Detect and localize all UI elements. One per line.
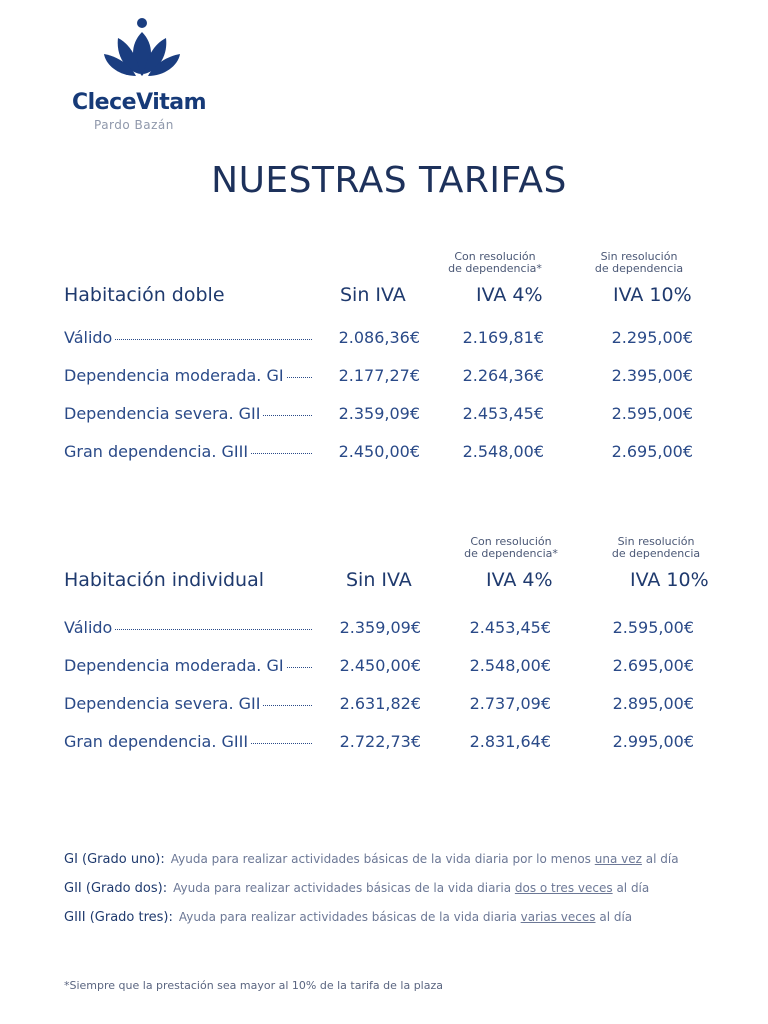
col-iva10: IVA 10%	[613, 284, 692, 306]
footnote: *Siempre que la prestación sea mayor al 10% de la tarifa de la plaza	[64, 979, 443, 992]
cell-iva4: 2.453,45€	[469, 618, 551, 637]
cell-sin-iva: 2.450,00€	[338, 442, 420, 461]
table-row	[0, 328, 768, 352]
cell-sin-iva: 2.177,27€	[338, 366, 420, 385]
col-sin-iva: Sin IVA	[340, 284, 406, 306]
legend-term: GIII (Grado tres):	[64, 910, 173, 925]
table-heading: Habitación doble	[64, 284, 225, 306]
page-title: NUESTRAS TARIFAS	[211, 160, 567, 201]
col-sin-iva: Sin IVA	[346, 569, 412, 591]
table-heading: Habitación individual	[64, 569, 265, 591]
row-label: Dependencia severa. GII	[64, 404, 312, 423]
legend-emph: varias veces	[520, 910, 596, 924]
cell-iva10: 2.995,00€	[612, 732, 694, 751]
cell-iva10: 2.895,00€	[612, 694, 694, 713]
note-sin-resolucion: Sin resolución de dependencia	[594, 250, 684, 275]
brand-subtitle: Pardo Bazán	[94, 118, 174, 132]
legend-term: GI (Grado uno):	[64, 852, 165, 867]
cell-iva10: 2.595,00€	[612, 618, 694, 637]
lotus-icon	[100, 14, 180, 84]
col-iva4: IVA 4%	[476, 284, 543, 306]
legend-desc-post: al día	[616, 881, 650, 895]
legend-item	[64, 881, 649, 896]
legend-desc-post: al día	[645, 852, 679, 866]
table-row	[0, 656, 768, 680]
row-label: Dependencia moderada. GI	[64, 656, 312, 675]
row-label: Gran dependencia. GIII	[64, 732, 312, 751]
row-label: Dependencia moderada. GI	[64, 366, 312, 385]
legend-item	[64, 910, 632, 925]
legend-desc: Ayuda para realizar actividades básicas de la vida diaria	[178, 910, 517, 924]
legend-term: GII (Grado dos):	[64, 881, 168, 896]
cell-iva10: 2.695,00€	[611, 442, 693, 461]
cell-iva4: 2.548,00€	[469, 656, 551, 675]
col-iva10: IVA 10%	[630, 569, 709, 591]
note-sin-resolucion: Sin resolución de dependencia	[611, 535, 701, 560]
table-row	[0, 404, 768, 428]
legend-desc: Ayuda para realizar actividades básicas de la vida diaria	[173, 881, 512, 895]
cell-iva10: 2.595,00€	[611, 404, 693, 423]
cell-sin-iva: 2.450,00€	[339, 656, 421, 675]
legend-emph: una vez	[594, 852, 642, 866]
cell-sin-iva: 2.722,73€	[339, 732, 421, 751]
cell-iva10: 2.695,00€	[612, 656, 694, 675]
cell-iva4: 2.548,00€	[462, 442, 544, 461]
cell-iva4: 2.169,81€	[462, 328, 544, 347]
legend-item	[64, 852, 679, 867]
cell-sin-iva: 2.359,09€	[338, 404, 420, 423]
note-con-resolucion: Con resolución de dependencia*	[448, 250, 542, 275]
row-label: Válido	[64, 328, 312, 347]
cell-sin-iva: 2.631,82€	[339, 694, 421, 713]
cell-sin-iva: 2.359,09€	[339, 618, 421, 637]
table-row	[0, 366, 768, 390]
note-con-resolucion: Con resolución de dependencia*	[464, 535, 558, 560]
table-row	[0, 618, 768, 642]
cell-iva4: 2.264,36€	[462, 366, 544, 385]
cell-iva4: 2.453,45€	[462, 404, 544, 423]
col-iva4: IVA 4%	[486, 569, 553, 591]
table-row	[0, 732, 768, 756]
cell-iva4: 2.737,09€	[469, 694, 551, 713]
row-label: Dependencia severa. GII	[64, 694, 312, 713]
table-row	[0, 694, 768, 718]
brand-name: CleceVitam	[72, 90, 207, 115]
legend-emph: dos o tres veces	[514, 881, 613, 895]
cell-sin-iva: 2.086,36€	[338, 328, 420, 347]
table-row	[0, 442, 768, 466]
cell-iva10: 2.395,00€	[611, 366, 693, 385]
legend-desc-post: al día	[599, 910, 633, 924]
row-label: Válido	[64, 618, 312, 637]
legend-desc: Ayuda para realizar actividades básicas de la vida diaria por lo menos	[170, 852, 591, 866]
row-label: Gran dependencia. GIII	[64, 442, 312, 461]
cell-iva4: 2.831,64€	[469, 732, 551, 751]
cell-iva10: 2.295,00€	[611, 328, 693, 347]
brand-logo	[72, 14, 212, 132]
